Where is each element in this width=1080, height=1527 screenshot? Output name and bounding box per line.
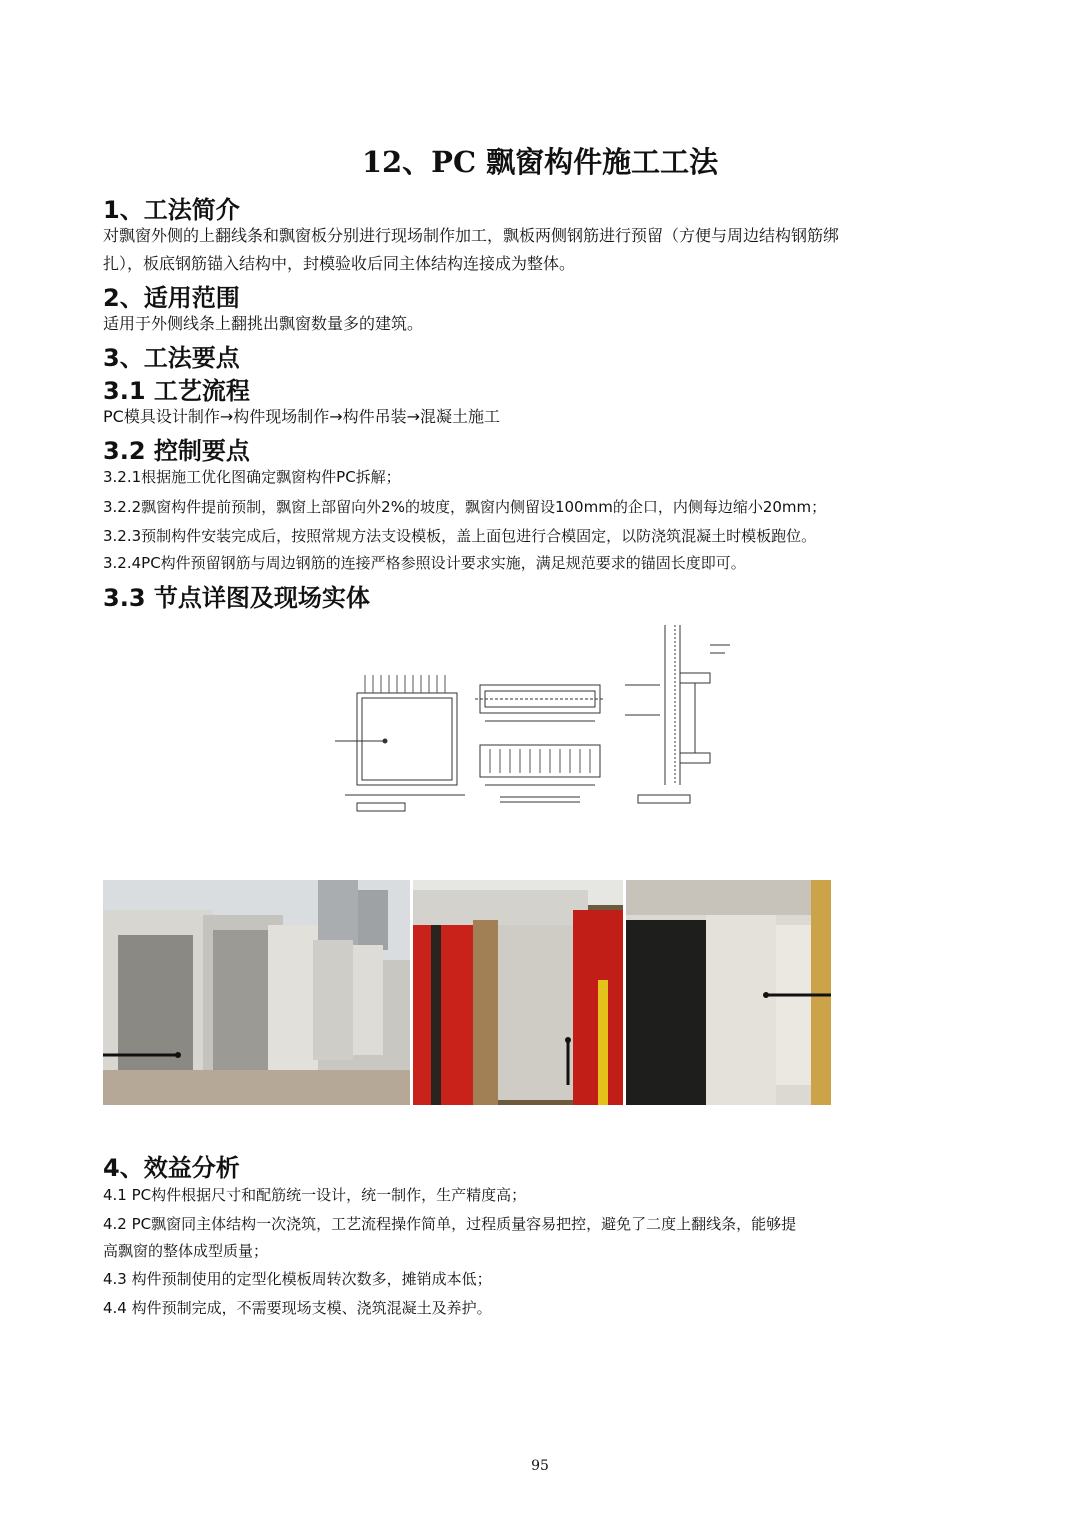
section-2-heading: 2、适用范围: [103, 284, 240, 312]
section-3-3-heading: 3.3 节点详图及现场实体: [103, 584, 370, 612]
section-1-heading: 1、工法简介: [103, 196, 240, 224]
optimization-drawing: [335, 625, 745, 820]
section-3-2-heading: 3.2 控制要点: [103, 437, 250, 465]
control-point-item: 3.2.4PC构件预留钢筋与周边钢筋的连接严格参照设计要求实施，满足规范要求的锚固长度即可。: [103, 554, 746, 572]
control-point-item: 3.2.1根据施工优化图确定飘窗构件PC拆解；: [103, 468, 401, 486]
control-point-item: 3.2.2飘窗构件提前预制，飘窗上部留向外2%的坡度，飘窗内侧留设100mm的企口，内侧每边缩小20mm；: [103, 498, 827, 516]
section-1-body-line-2: 扎），板底钢筋锚入结构中，封模验收后同主体结构连接成为整体。: [103, 254, 576, 273]
photo-window-components: [103, 880, 410, 1105]
control-point-item: 3.2.3预制构件安装完成后，按照常规方法支设模板，盖上面包进行合模固定，以防浇筑混凝土时模板跑位。: [103, 527, 817, 545]
section-3-1-body: PC模具设计制作→构件现场制作→构件吊装→混凝土施工: [103, 407, 501, 426]
page-title: 12、PC 飘窗构件施工工法: [361, 145, 719, 179]
benefit-item: 4.4 构件预制完成，不需要现场支模、浇筑混凝土及养护。: [103, 1299, 492, 1317]
benefit-item: 4.2 PC飘窗同主体结构一次浇筑，工艺流程操作简单，过程质量容易把控，避免了二度上翻线条，能够提: [103, 1215, 797, 1233]
section-2-body: 适用于外侧线条上翻挑出飘窗数量多的建筑。: [103, 314, 424, 333]
section-1-body-line-1: 对飘窗外侧的上翻线条和飘窗板分别进行现场制作加工，飘板两侧钢筋进行预留（方便与周边结构钢筋绑: [103, 226, 840, 245]
benefit-item: 高飘窗的整体成型质量；: [103, 1242, 269, 1260]
page-number: 95: [531, 1458, 549, 1474]
photo-finished-effect: [626, 880, 831, 1105]
photo-reinforcement: [413, 880, 623, 1105]
benefit-item: 4.3 构件预制使用的定型化模板周转次数多，摊销成本低；: [103, 1270, 492, 1288]
section-3-1-heading: 3.1 工艺流程: [103, 377, 250, 405]
section-3-heading: 3、工法要点: [103, 344, 240, 372]
benefit-item: 4.1 PC构件根据尺寸和配筋统一设计，统一制作，生产精度高；: [103, 1186, 527, 1204]
section-4-heading: 4、效益分析: [103, 1154, 240, 1182]
